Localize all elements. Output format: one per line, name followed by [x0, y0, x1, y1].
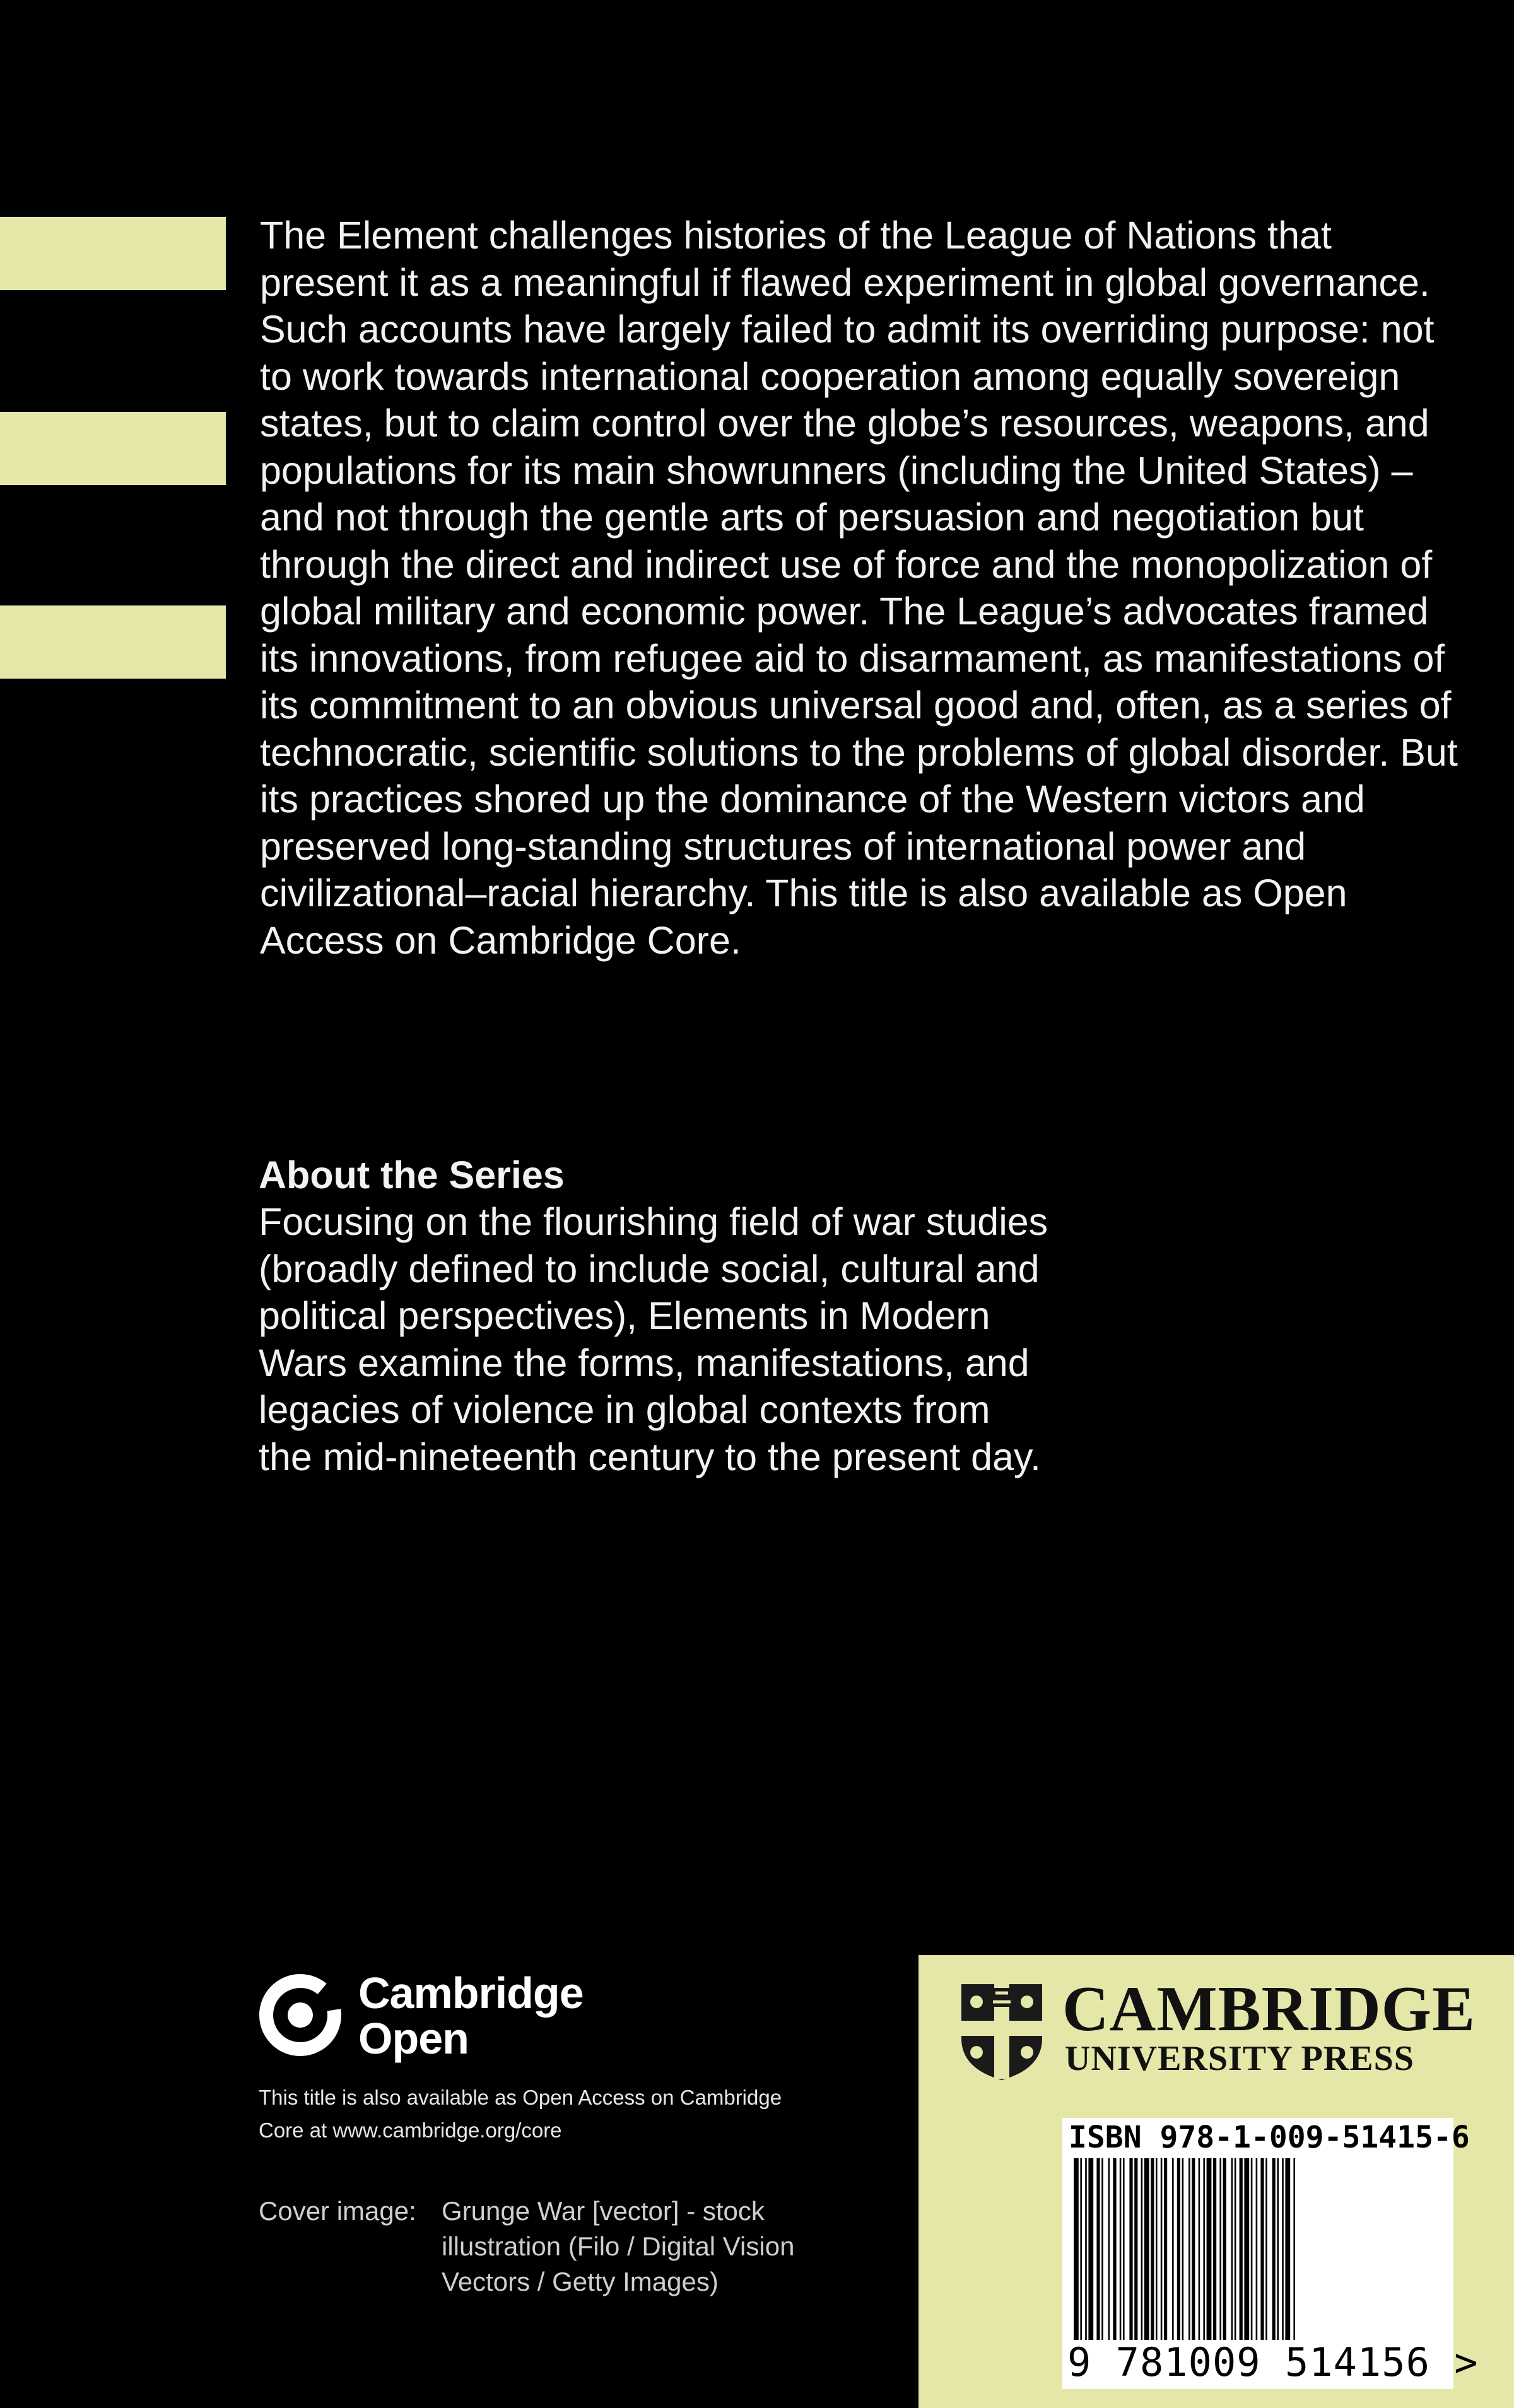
cover-credit-label: Cover image:: [259, 2196, 416, 2226]
barcode-bars: [1069, 2158, 1447, 2340]
publisher-name: CAMBRIDGE: [1062, 1973, 1476, 2045]
accent-bar-3: [0, 605, 226, 679]
cover-credit-text: Grunge War [vector] - stock illustration (Filo / Digital Vision Vectors / Getty Images): [442, 2196, 795, 2296]
ean-digits: 9 781009 514156 >: [1067, 2339, 1479, 2385]
cambridge-open-wordmark: [358, 1970, 584, 2061]
accent-bar-1: [0, 217, 226, 290]
publisher-subtitle: UNIVERSITY PRESS: [1065, 2039, 1414, 2078]
series-heading: About the Series: [259, 1154, 565, 1196]
university-crest-icon: [958, 1980, 1046, 2083]
book-blurb: The Element challenges histories of the League of Nations that present it as a meaningful if flawed experiment in global governance. Such accounts have largely failed to admit its overriding purpose: not to work towards international cooperation among equally sovereign states, but to claim control over the globe’s resources, weapons, and populations for its main showrunners (including the United States) – and not through the gentle arts of persuasion and negotiation but through the direct and indirect use of force and the monopolization of global military and economic power. The League’s advocates framed its innovations, from refugee aid to disarmament, as manifestations of its commitment to an obvious universal good and, often, as a series of technocratic, scientific solutions to the problems of global disorder. But its practices shored up the dominance of the Western victors and preserved long-standing structures of international power and civilizational–racial hierarchy. This title is also available as Open Access on Cambridge Core.: [260, 214, 1458, 962]
isbn-label: ISBN 978-1-009-51415-6: [1069, 2120, 1470, 2155]
series-description: Focusing on the flourishing field of war studies (broadly defined to include social, cultural and political perspectives), Elements in Modern Wars examine the forms, manifestations, and legacies of violence in global contexts from the mid-nineteenth century to the present day.: [259, 1200, 1048, 1478]
accent-bar-2: [0, 412, 226, 485]
publisher-panel: [918, 1955, 1514, 2408]
open-access-note: This title is also available as Open Access on Cambridge Core at www.cambridge.org/core: [259, 2086, 782, 2142]
cambridge-open-line1: Cambridge: [358, 1968, 584, 2018]
cambridge-open-logo-icon: [257, 1971, 346, 2059]
cambridge-open-line2: Open: [358, 2014, 469, 2063]
isbn-barcode: [1062, 2118, 1479, 2389]
